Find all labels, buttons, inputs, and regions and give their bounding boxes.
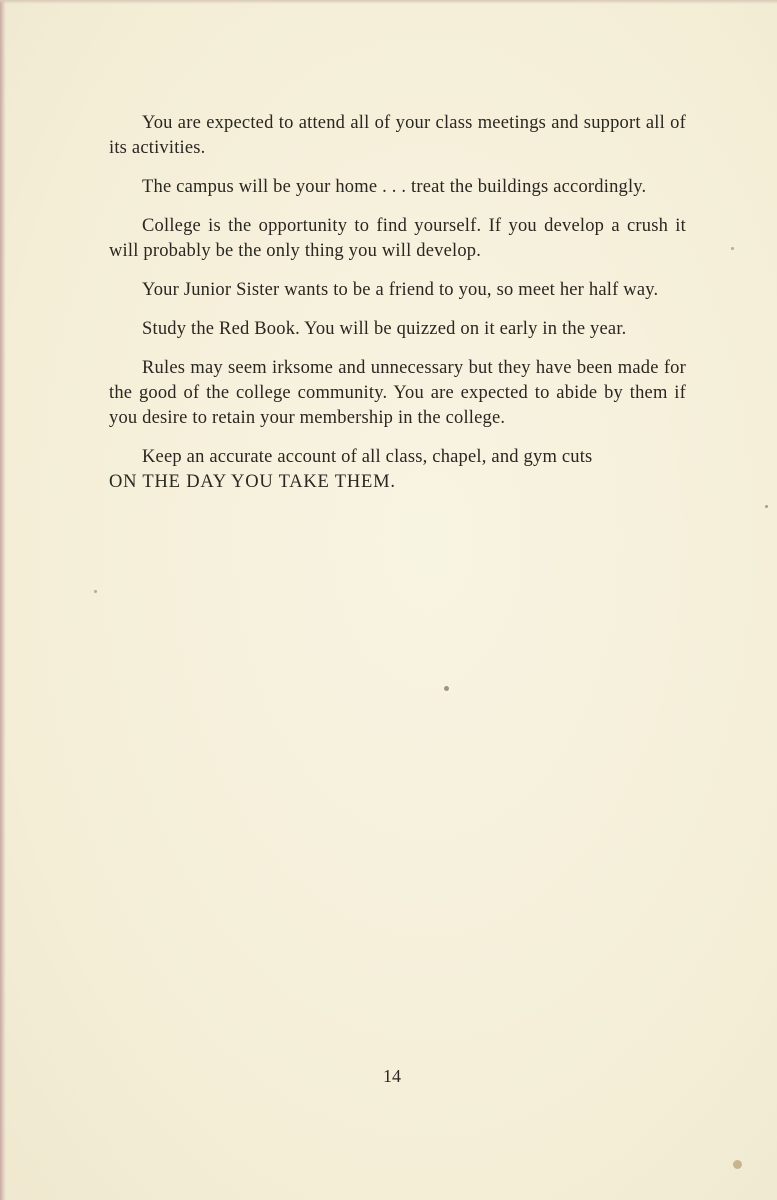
paper-speck <box>444 686 449 691</box>
paragraph-class-meetings: You are expected to attend all of your class meetings and support all of its activities. <box>109 113 686 158</box>
paragraph-cuts-emphasis: ON THE DAY YOU TAKE THEM. <box>109 472 396 492</box>
paragraph-cuts <box>109 445 686 495</box>
page-top-edge <box>0 0 777 4</box>
paragraph-junior-sister: Your Junior Sister wants to be a friend to you, so meet her half way. <box>142 280 659 300</box>
page-number: 14 <box>383 1066 401 1086</box>
paragraph-cuts-text: Keep an accurate account of all class, chapel, and gym cuts <box>142 447 593 467</box>
paragraph-college-opportunity: College is the opportunity to find yourself. If you develop a crush it will probably be the only thing you will develop. <box>109 216 686 261</box>
paper-speck <box>731 247 734 250</box>
page-binding-edge <box>0 0 6 1200</box>
paragraph-rules: Rules may seem irksome and unnecessary but they have been made for the good of the college community. You are expected to abide by them if you desire to retain your membership in the college. <box>109 358 686 428</box>
paragraph-campus: The campus will be your home . . . treat the buildings accordingly. <box>142 177 647 197</box>
paper-speck <box>765 505 768 508</box>
paper-speck <box>733 1160 742 1169</box>
body-text <box>109 111 686 509</box>
paragraph-red-book: Study the Red Book. You will be quizzed on it early in the year. <box>142 319 627 339</box>
paper-speck <box>94 590 97 593</box>
